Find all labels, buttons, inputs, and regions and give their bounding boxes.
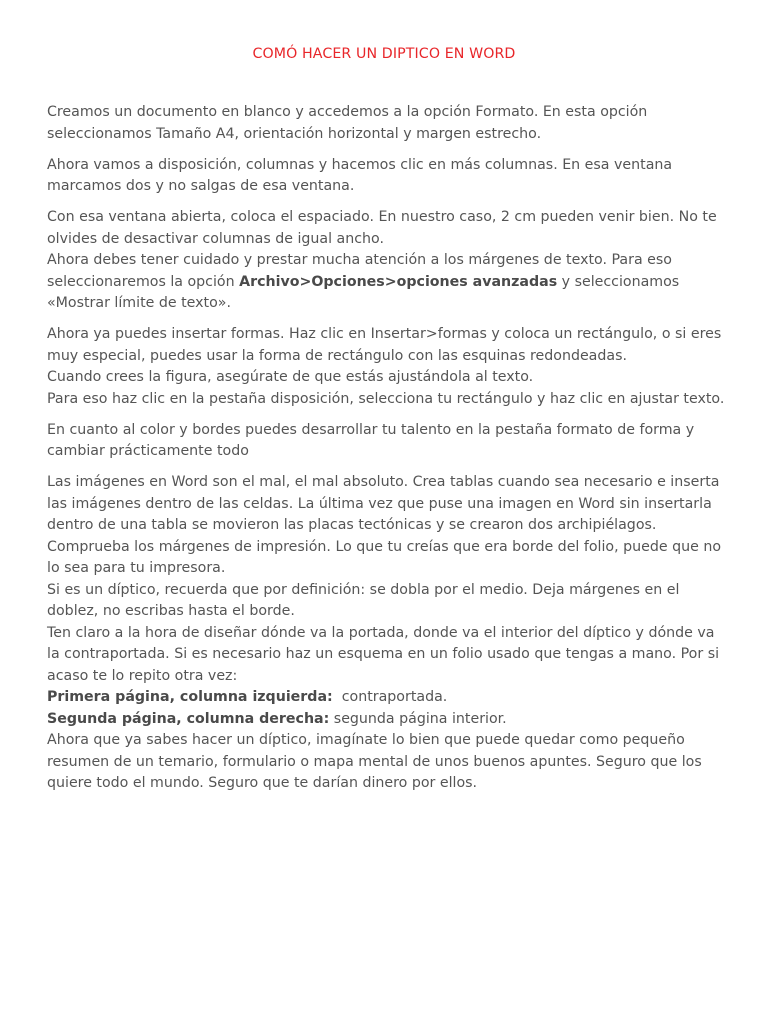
document-title: COMÓ HACER UN DIPTICO EN WORD <box>252 46 516 62</box>
paragraph-3-line-2 <box>47 250 727 315</box>
paragraph-6-line-3: Si es un díptico, recuerda que por definición: se dobla por el medio. Deja márgenes en el doblez, no escribas hasta el borde. <box>47 581 680 619</box>
paragraph-6-line-2: Comprueba los márgenes de impresión. Lo que tu creías que era borde del folio, puede que no lo sea para tu impresora. <box>47 538 722 576</box>
paragraph-3-line-1: Con esa ventana abierta, coloca el espaciado. En nuestro caso, 2 cm pueden venir bien. No te olvides de desactivar columnas de igual ancho. <box>47 209 717 247</box>
menu-path-bold: Archivo>Opciones>opciones avanzadas <box>239 273 558 290</box>
paragraph-5-text: En cuanto al color y bordes puedes desarrollar tu talento en la pestaña formato de forma y cambiar prácticamente todo <box>47 421 695 459</box>
paragraph-3-line-2-before: Ahora debes tener cuidado y prestar mucha atención a los márgenes de texto. Para eso seleccionaremos la opción <box>47 252 672 290</box>
second-page-value: segunda página interior. <box>329 710 507 727</box>
paragraph-3-line-2-after: y seleccionamos «Mostrar límite de texto». <box>47 273 680 311</box>
paragraph-2-text: Ahora vamos a disposición, columnas y hacemos clic en más columnas. En esa ventana marcamos dos y no salgas de esa ventana. <box>47 156 673 194</box>
paragraph-4-line-3: Para eso haz clic en la pestaña disposición, selecciona tu rectángulo y haz clic en ajustar texto. <box>47 390 725 407</box>
paragraph-6-line-6 <box>47 709 727 731</box>
first-page-value: contraportada. <box>332 689 448 705</box>
paragraph-6-line-7: Ahora que ya sabes hacer un díptico, imagínate lo bien que puede quedar como pequeño resumen de un temario, formulario o mapa mental de unos buenos apuntes. Seguro que los quiere todo el mundo. Seguro que te darían dinero por ellos. <box>47 732 702 791</box>
paragraph-1-text: Creamos un documento en blanco y accedemos a la opción Formato. En esta opción seleccionamos Tamaño A4, orientación horizontal y margen estrecho. <box>47 104 648 142</box>
paragraph-6-line-1: Las imágenes en Word son el mal, el mal absoluto. Crea tablas cuando sea necesario e inserta las imágenes dentro de las celdas. La última vez que puse una imagen en Word sin insertarla dentro de una tabla se movieron las placas tectónicas y se crearon dos archipiélagos. <box>47 474 720 533</box>
first-page-label: Primera página, columna izquierda: <box>47 689 333 705</box>
paragraph-4 <box>47 324 727 410</box>
paragraph-4-line-1: Ahora ya puedes insertar formas. Haz clic en Insertar>formas y coloca un rectángulo, o si eres muy especial, puedes usar la forma de rectángulo con las esquinas redondeadas. <box>47 326 722 364</box>
paragraph-5 <box>47 420 727 463</box>
paragraph-4-line-2: Cuando crees la figura, asegúrate de que estás ajustándola al texto. <box>47 369 534 385</box>
paragraph-6 <box>47 472 727 795</box>
second-page-label: Segunda página, columna derecha: <box>47 710 330 727</box>
paragraph-6-line-4: Ten claro a la hora de diseñar dónde va la portada, donde va el interior del díptico y dónde va la contraportada. Si es necesario haz un esquema en un folio usado que tengas a mano. Por si acaso te lo repito otra vez: <box>47 624 720 684</box>
paragraph-3 <box>47 207 727 315</box>
document-body <box>47 102 727 804</box>
paragraph-2 <box>47 155 727 198</box>
paragraph-6-line-5 <box>47 687 727 709</box>
paragraph-1 <box>47 102 727 145</box>
